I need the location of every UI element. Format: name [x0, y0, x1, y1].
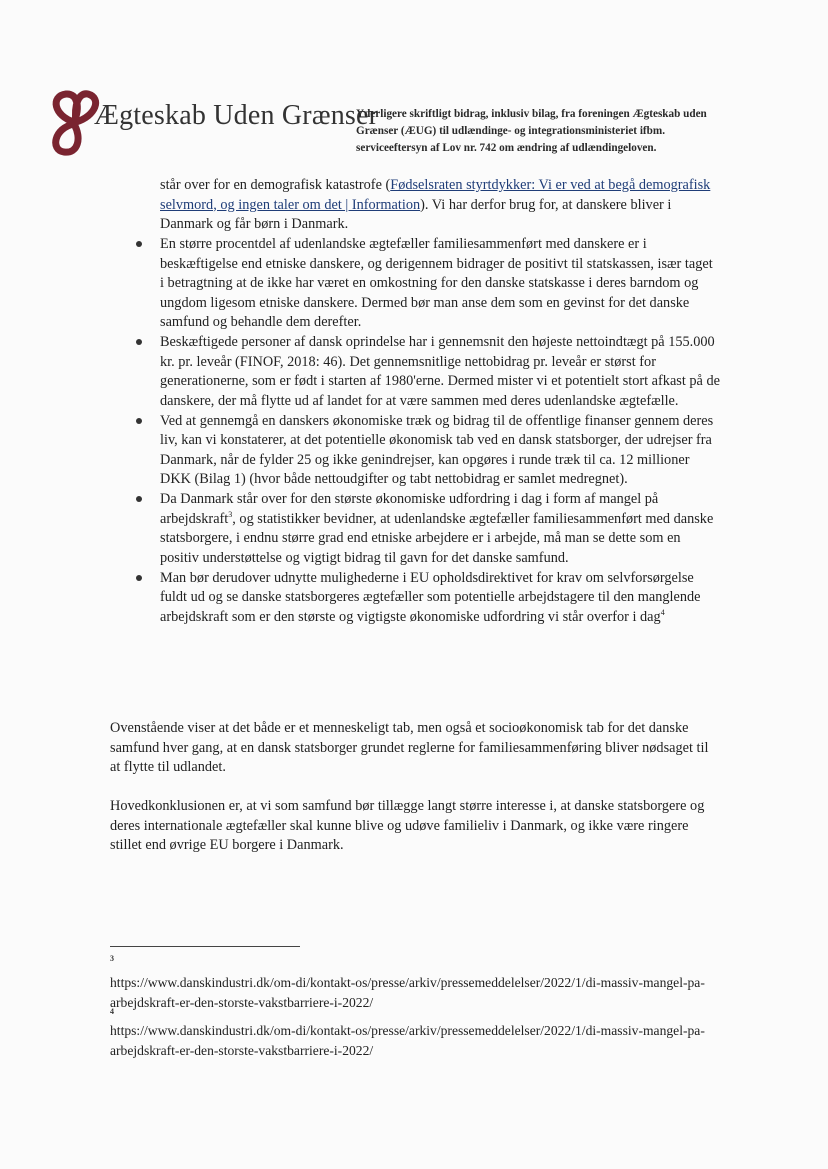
intro-text-after: ). Vi har derfor brug for, at danskere bliver i Danmark og får børn i Danmark.: [160, 196, 672, 232]
footnote-mark: 3: [110, 954, 114, 963]
list-item: [130, 569, 720, 628]
list-item-text: Man bør derudover udnytte mulighederne i EU opholdsdirektivet for krav om selvforsørgelse fuldt ud og se danske statsborgeres ægtefæller som potentielle arbejdstagere til den manglende arbejdskraft som er den største og vigtigste økonomiske udfordring vi står overfor i dag: [160, 569, 701, 625]
list-item-text: Da Danmark står over for den største økonomiske udfordring i dag i form af mangel på arbejdskraft: [160, 491, 659, 527]
list-item: [130, 490, 720, 568]
list-item-text: En større procentdel af udenlandske ægtefæller familiesammenført med danskere er i beskæftigelse end etniske danskere, og derigennem bidrager de positivt til statskassen, især taget i betragtning at de ikke har været en omkostning for den danske statskasse i deres barndom og ungdom ligesom etniske danskere. Dermed bør man anse dem som en gevinst for det danske samfund og behandle dem derefter.: [160, 236, 713, 330]
list-item: [130, 333, 720, 411]
footnote-mark: 4: [110, 1007, 114, 1016]
footnote-text[interactable]: https://www.danskindustri.dk/om-di/kontakt-os/presse/arkiv/pressemeddelelser/2022/1/di-massiv-mangel-pa-arbejdskraft-er-den-storste-vakstbarriere-i-2022/: [110, 1023, 705, 1058]
bullet-icon: [136, 575, 142, 581]
list-item-text: Ved at gennemgå en danskers økonomiske træk og bidrag til de offentlige finanser gennem deres liv, kan vi konstaterer, at det potentielle økonomisk tab ved en dansk statsborger, der udrejser fra Danmark, når de fylder 25 og ikke genindrejser, kan opgøres i runde træk til ca. 12 millioner DKK (Bilag 1) (hvor både nettoudgifter og tabt nettobidrag er samlet medregnet).: [160, 412, 714, 487]
list-item: [130, 412, 720, 490]
brand-name: Ægteskab Uden Grænser: [94, 100, 379, 131]
intro-paragraph: [160, 176, 720, 235]
list-item: [130, 235, 720, 333]
list-item-text: Beskæftigede personer af dansk oprindelse har i gennemsnit den højeste nettoindtægt på 155.000 kr. pr. levеår (FINOF, 2018: 46). Det gennemsnitlige nettobidrag pr. leveår er størst for generationerne, som er født i starten af 1980'erne. Dermed mister vi et potentielt stort afkast på de danskere, der må flytte ud af landet for at være sammen med deres udenlandske ægtefælle.: [160, 334, 720, 409]
paragraph: Hovedkonklusionen er, at vi som samfund bør tillægge langt større interesse i, at danske statsborgere og deres internationale ægtefæller skal kunne blive og udøve familieliv i Danmark, og ikke være ringere stillet end øvrige EU borgere i Danmark.: [110, 798, 705, 853]
paragraph: Ovenstående viser at det både er et menneskeligt tab, men også et socioøkonomisk tab for det danske samfund hver gang, at en dansk statsborger grundet reglerne for familiesammenføring bliver nødsaget til at flytte til udlandet.: [110, 720, 709, 775]
footnote-ref: 4: [660, 607, 665, 617]
footnote-divider: [110, 946, 300, 947]
bullet-icon: [136, 241, 142, 247]
header-note: Yderligere skriftligt bidrag, inklusiv bilag, fra foreningen Ægteskab uden Grænser (ÆUG) til udlændinge- og integrationsministeriet ifbm. serviceeftersyn af Lov nr. 742 om ændring af udlændingeloven.: [356, 108, 707, 154]
bullet-list: [130, 235, 720, 628]
bullet-icon: [136, 496, 142, 502]
footnote-ref: 3: [228, 509, 233, 519]
intro-text-before: står over for en demografisk katastrofe (: [160, 177, 391, 193]
bullet-icon: [136, 418, 142, 424]
footnote-text[interactable]: https://www.danskindustri.dk/om-di/kontakt-os/presse/arkiv/pressemeddelelser/2022/1/di-massiv-mangel-pa-arbejdskraft-er-den-storste-vakstbarriere-i-2022/: [110, 975, 705, 1010]
information-article-link[interactable]: Fødselsraten styrtdykker: Vi er ved at begå demografisk selvmord, og ingen taler om det | Information: [160, 177, 711, 213]
bullet-icon: [136, 339, 142, 345]
list-item-text-cont: , og statistikker bevidner, at udenlandske ægtefæller familiesammenført med danske statsborgere, i endnu større grad end etniske arbejdere er i arbejde, må man se dette som en positiv understøttelse og vigtigt bidrag til gavn for det danske samfund.: [160, 510, 714, 566]
